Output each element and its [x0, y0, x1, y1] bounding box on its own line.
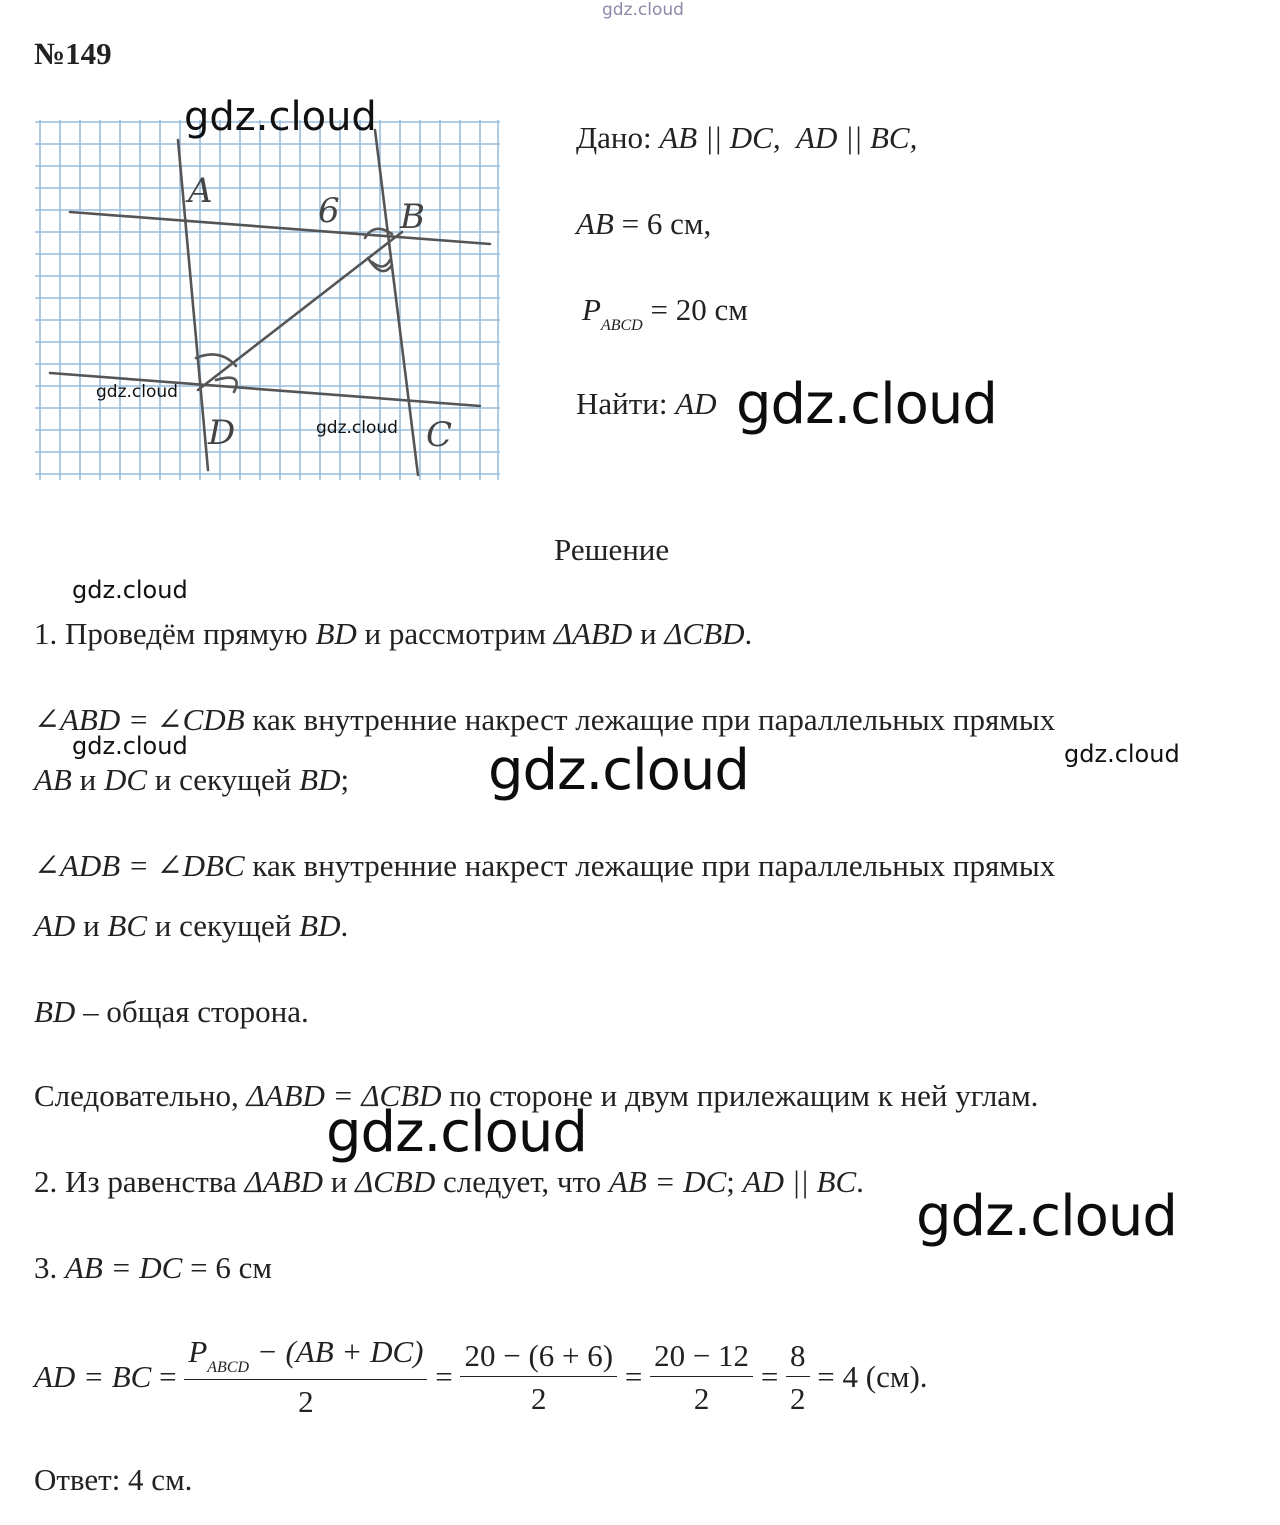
step2-line	[34, 1164, 864, 1200]
angle2-bd: BD	[299, 908, 341, 943]
given-label: Дано:	[576, 120, 652, 155]
given-ab-var: AB	[576, 206, 614, 241]
common-bd: BD	[34, 994, 76, 1029]
angle1-dc: DC	[103, 762, 148, 797]
angle1-secant: и секущей	[147, 762, 300, 797]
frac1-sub: ABCD	[207, 1359, 250, 1376]
step3-eq: AB = DC	[65, 1250, 183, 1285]
given-ab-value: = 6 см,	[613, 206, 712, 241]
geometry-figure	[30, 110, 510, 490]
given-line	[576, 120, 917, 156]
watermark-5: gdz.cloud	[1064, 740, 1180, 768]
formula-result: = 4 (см).	[809, 1359, 928, 1394]
angle1-ab: AB	[34, 762, 72, 797]
answer: Ответ: 4 см.	[34, 1462, 193, 1497]
fraction-1-num	[184, 1334, 427, 1380]
formula-line	[34, 1334, 928, 1420]
angle2-end: .	[340, 908, 349, 943]
conclusion-a: Следовательно,	[34, 1078, 247, 1113]
step2-tri1: ΔABD	[244, 1164, 323, 1199]
given-perimeter-line	[582, 292, 748, 335]
step2-a: 2. Из равенства	[34, 1164, 245, 1199]
find-label: Найти:	[576, 386, 668, 421]
angle1-and: и	[71, 762, 104, 797]
formula-eq-2: =	[427, 1359, 461, 1394]
conclusion-b: по стороне и двум прилежащим к ней углам.	[441, 1078, 1039, 1113]
watermark-1: gdz.cloud	[736, 372, 997, 437]
angle1-bd: BD	[299, 762, 341, 797]
angle2-and: и	[75, 908, 108, 943]
step2-eq1: AB = DC	[608, 1164, 727, 1199]
angle2-line	[34, 848, 1055, 884]
step2-eq2: AD || BC	[742, 1164, 857, 1199]
step1-text-b: и рассмотрим	[356, 616, 554, 651]
step3-line	[34, 1250, 272, 1286]
formula-eq-4: =	[753, 1359, 787, 1394]
angle2-line2	[34, 908, 348, 944]
step2-end: .	[856, 1164, 864, 1199]
given-condition-1: AB || DC,	[659, 120, 781, 155]
step1-tri2: ΔCBD	[664, 616, 745, 651]
watermark-2: gdz.cloud	[72, 576, 188, 604]
fraction-3	[650, 1338, 753, 1417]
given-condition-2: AD || BC,	[796, 120, 918, 155]
angle1-end: ;	[340, 762, 350, 797]
watermark-6: gdz.cloud	[326, 1100, 587, 1165]
step2-b: следует, что	[435, 1164, 609, 1199]
formula-lhs: AD = BC	[34, 1359, 152, 1394]
common-text: – общая сторона.	[75, 994, 309, 1029]
label-six: 6	[318, 191, 340, 231]
fraction-2-den: 2	[531, 1380, 547, 1416]
figure-watermark-large: gdz.cloud	[184, 94, 377, 140]
step1-tri1: ΔABD	[553, 616, 633, 651]
perimeter-value: = 20 см	[642, 292, 748, 327]
figure-watermark-small-1: gdz.cloud	[96, 382, 178, 402]
formula-eq-3: =	[617, 1359, 651, 1394]
given-ab-line	[576, 206, 711, 242]
frac1-p: P	[188, 1334, 208, 1369]
step2-tri2: ΔCBD	[355, 1164, 436, 1199]
angle2-secant: и секущей	[147, 908, 300, 943]
watermark-7: gdz.cloud	[916, 1184, 1177, 1249]
step2-sep: ;	[726, 1164, 743, 1199]
fraction-2	[460, 1338, 617, 1417]
figure-watermark-small-2: gdz.cloud	[316, 418, 398, 438]
watermark-3: gdz.cloud	[72, 732, 188, 760]
angle1-line2	[34, 762, 349, 798]
step3-a: 3.	[34, 1250, 65, 1285]
top-watermark: gdz.cloud	[602, 0, 684, 20]
fraction-4-num: 8	[786, 1338, 810, 1377]
find-var: AD	[675, 386, 717, 421]
frac1-rest: − (AB + DC)	[249, 1334, 424, 1369]
conclusion-eq: ΔABD = ΔCBD	[246, 1078, 442, 1113]
angle2-eq: ∠ADB = ∠DBC	[34, 848, 245, 883]
fraction-3-den: 2	[693, 1380, 710, 1416]
fraction-4	[786, 1338, 810, 1417]
formula-eq-1: =	[151, 1359, 185, 1394]
fraction-2-num: 20 − (6 + 6)	[460, 1338, 617, 1377]
step1-dot: .	[744, 616, 753, 651]
label-b: B	[400, 197, 425, 237]
step1-and: и	[632, 616, 665, 651]
solution-title: Решение	[554, 532, 670, 567]
step1-intro	[34, 616, 752, 652]
label-a: A	[188, 171, 213, 211]
step1-text-a: 1. Проведём прямую	[34, 616, 316, 651]
watermark-4: gdz.cloud	[488, 738, 749, 803]
fraction-4-den: 2	[790, 1380, 806, 1416]
fraction-1	[184, 1334, 427, 1420]
find-line	[576, 386, 717, 422]
common-side-line	[34, 994, 309, 1030]
problem-number: №149	[34, 36, 112, 71]
fraction-3-num: 20 − 12	[650, 1338, 753, 1377]
step2-and: и	[322, 1164, 356, 1199]
angle1-text: как внутренние накрест лежащие при параллельных прямых	[244, 702, 1056, 737]
fraction-1-den: 2	[298, 1384, 314, 1419]
angle2-text: как внутренние накрест лежащие при параллельных прямых	[244, 848, 1056, 883]
perimeter-sub: ABCD	[600, 317, 643, 334]
angle2-ad: AD	[34, 908, 76, 943]
step3-b: = 6 см	[182, 1250, 272, 1285]
angle1-eq: ∠ABD = ∠CDB	[34, 702, 245, 737]
perimeter-var: P	[582, 292, 601, 327]
step1-bd: BD	[315, 616, 357, 651]
label-c: C	[426, 415, 453, 455]
angle2-bc: BC	[107, 908, 148, 943]
label-d: D	[208, 413, 236, 453]
